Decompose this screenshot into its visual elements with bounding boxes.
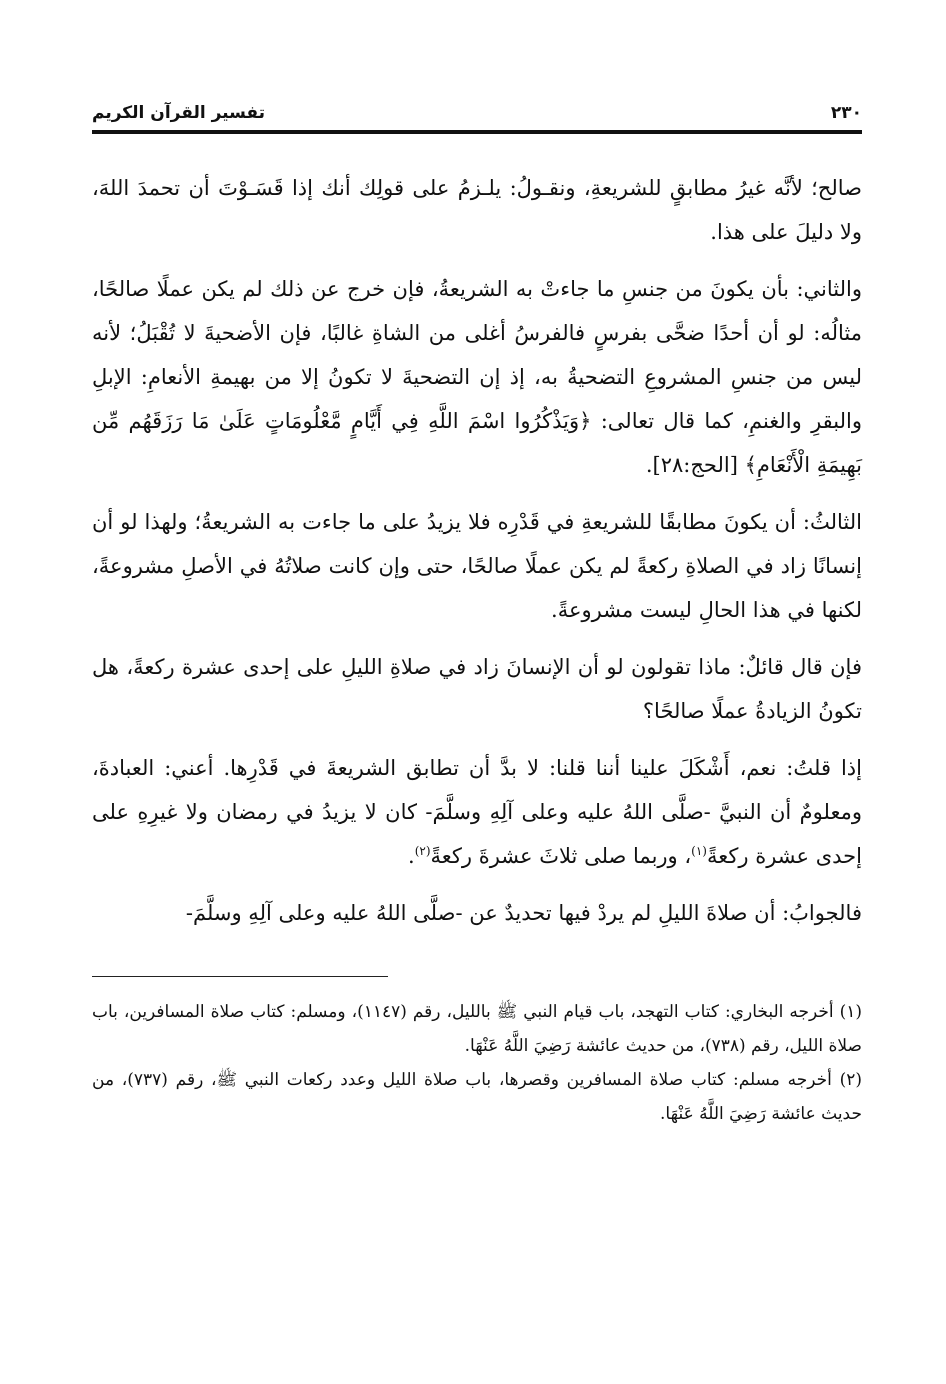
page-header — [92, 96, 862, 130]
paragraph-5-text-b: ، وربما صلى ثلاثَ عشرةَ ركعةً — [430, 844, 692, 868]
paragraph-1: صالح؛ لأنَّه غيرُ مطابقٍ للشريعةِ، ونقـولُ: يلـزمُ على قولِك أنك إذا قَسَـوْتَ أن تحمدَ اللهَ، ولا دليلَ على هذا. — [92, 176, 862, 244]
paragraph-5-text-c: . — [408, 844, 415, 868]
running-title: تفسير القرآن الكريم — [92, 103, 266, 123]
paragraph-6: فالجوابُ: أن صلاةَ الليلِ لم يردْ فيها تحديدٌ عن -صلَّى اللهُ عليه وعلى آلِهِ وسلَّمَ- — [185, 901, 862, 925]
footnote-marker-2[interactable]: (٢) — [414, 844, 431, 858]
paragraph-3: الثالثُ: أن يكونَ مطابقًا للشريعةِ في قَدْرِه فلا يزيدُ على ما جاءت به الشريعةُ؛ ولهذا لو أن إنسانًا زاد في الصلاةِ ركعةً لم يكن عملًا صالحًا، حتى وإن كانت صلاتُهُ في الأصلِ مشروعةً، لكنها في هذا الحالِ ليست مشروعةً. — [92, 510, 862, 622]
paragraph-4: فإن قال قائلٌ: ماذا تقولون لو أن الإنسانَ زاد في صلاةِ الليلِ على إحدى عشرة ركعةً، هل تكونُ الزيادةُ عملًا صالحًا؟ — [92, 655, 862, 723]
paragraph-5 — [92, 746, 862, 878]
footnote-2: (٢) أخرجه مسلم: كتاب صلاة المسافرين وقصرها، باب صلاة الليل وعدد ركعات النبي ﷺ، رقم (٧٣٧)، من حديث عائشة رَضِيَ اللَّهُ عَنْهَا. — [92, 1070, 862, 1124]
paragraph-2: والثاني: بأن يكونَ من جنسِ ما جاءتْ به الشريعةُ، فإن خرج عن ذلك لم يكن عملًا صالحًا، مثالُه: لو أن أحدًا ضحَّى بفرسٍ فالفرسُ أغلى من الشاةِ غالبًا، فإن الأضحيةَ لا تُقْبَلُ؛ لأنه ليس من جنسِ المشروعِ التضحيةُ به، إذ إن التضحيةَ لا تكونُ إلا من بهيمةِ الأنعامِ: الإبلِ والبقرِ والغنمِ، كما قال تعالى: ﴿وَيَذْكُرُوا اسْمَ اللَّهِ فِي أَيَّامٍ مَّعْلُومَاتٍ عَلَىٰ مَا رَزَقَهُم مِّن بَهِيمَةِ الْأَنْعَامِ﴾ [الحج:٢٨]. — [92, 277, 862, 477]
footnotes — [92, 995, 862, 1131]
footnote-separator — [92, 976, 388, 977]
main-text — [92, 166, 862, 935]
page-number: ٢٣٠ — [830, 103, 862, 123]
footnote-separator-wrap — [92, 948, 862, 977]
footnote-1: (١) أخرجه البخاري: كتاب التهجد، باب قيام النبي ﷺ بالليل، رقم (١١٤٧)، ومسلم: كتاب صلاة المسافرين، باب صلاة الليل، رقم (٧٣٨)، من حديث عائشة رَضِيَ اللَّهُ عَنْهَا. — [92, 1002, 862, 1056]
book-page — [92, 96, 862, 1346]
header-rule — [92, 130, 862, 134]
footnote-marker-1[interactable]: (١) — [691, 844, 707, 858]
paragraph-5-text-a: إذا قلتُ: نعم، أَشْكَلَ علينا أننا قلنا: لا بدَّ أن تطابق الشريعةَ في قَدْرِها. أعني: العبادةَ، ومعلومٌ أن النبيَّ -صلَّى اللهُ عليه وعلى آلِهِ وسلَّمَ- كان لا يزيدُ في رمضان ولا غيرِهِ على إحدى عشرة ركعةً — [92, 756, 862, 868]
